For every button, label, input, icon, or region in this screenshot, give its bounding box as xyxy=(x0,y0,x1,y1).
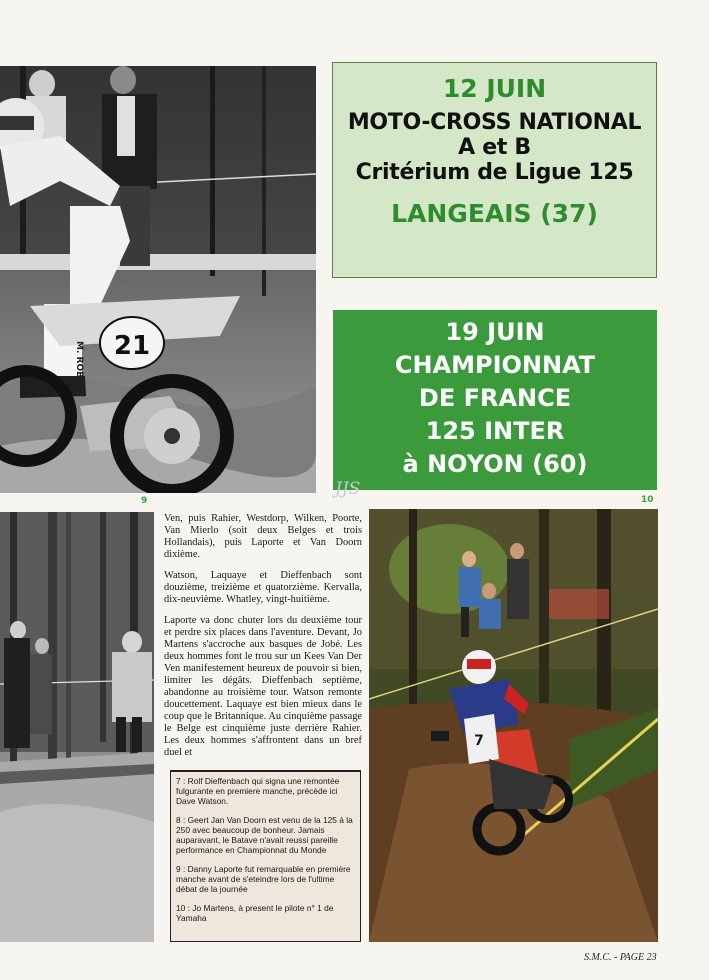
article-paragraph: Watson, Laquaye et Dieffenbach sont douzième, treizième et quatorzième. Kervalla, dix-neuvième. Whatley, vingt-huitième. xyxy=(164,570,362,605)
caption-10: 10 : Jo Martens, à present le pilote n° 1 de Yamaha xyxy=(176,903,334,923)
event-title: MOTO-CROSS NATIONAL xyxy=(347,109,642,135)
event-title-line2: DE FRANCE xyxy=(418,384,572,413)
rider-number: 21 xyxy=(113,331,151,361)
event-subtitle: Critérium de Ligue 125 xyxy=(355,160,634,186)
photo-spectators-forest xyxy=(0,512,154,942)
event-location: à NOYON (60) xyxy=(402,450,588,479)
event-title: CHAMPIONNAT xyxy=(394,351,596,380)
event-date: 12 JUIN xyxy=(442,74,547,103)
pants-name: M. ROBERT xyxy=(74,341,84,397)
photo-number-right: 10 xyxy=(641,495,654,505)
event-box-noyon xyxy=(333,310,657,490)
article-text xyxy=(164,513,362,768)
photo-captions-box xyxy=(170,770,361,942)
event-class: 125 INTER xyxy=(425,417,565,446)
photo-number-left: 9 xyxy=(141,496,148,506)
photo-rider-yamaha xyxy=(369,509,658,942)
caption-8: 8 : Geert Jan Van Doorn est venu de la 125 à la 250 avec beaucoup de bonheur. Jamais auparavant, le Batave n'avait reussi pareille performance en Championnat du Monde xyxy=(176,815,353,855)
event-date: 19 JUIN xyxy=(445,318,545,346)
event-box-langeais xyxy=(332,62,657,278)
caption-7: 7 : Rolf Dieffenbach qui signa une remontée fulgurante en premiere manche, précède ici Dave Watson. xyxy=(176,776,340,806)
event-location: LANGEAIS (37) xyxy=(391,198,598,228)
article-paragraph: Ven, puis Rahier, Westdorp, Wilken, Poorte, Van Mierlo (soit deux Belges et trois Hollandais), puis Laporte et Van Doorn dixième. xyxy=(164,513,362,560)
photo-rider-21 xyxy=(0,66,316,493)
caption-9: 9 : Danny Laporte fut remarquable en première manche avant de s'eteindre lors de l'ultime débat de la journée xyxy=(176,864,351,894)
page-footer: S.M.C. - PAGE 23 xyxy=(584,952,657,963)
article-paragraph: Laporte va donc chuter lors du deuxième tour et perdre six places dans l'aventure. Devant, Jo Martens s'accroche aux basques de Jobé. Les deux hommes font le trou sur un Kees Van Der Ven manifestement heureux de pouvoir si bien, limiter les dégâts. Dieffenbach septième, abandonne au troisième tour. Watson remonte doucettement. Laquaye est bien mieux dans le coup que le Britannique. Au cinquième passage le Belge est cinquième juste derrière Rahier. Les deux hommes s'affrontent dans un bref duel et xyxy=(164,615,362,758)
event-category: A et B xyxy=(458,135,531,161)
watermark-stamp: JJS xyxy=(335,479,361,499)
svg-text:7: 7 xyxy=(474,733,484,749)
